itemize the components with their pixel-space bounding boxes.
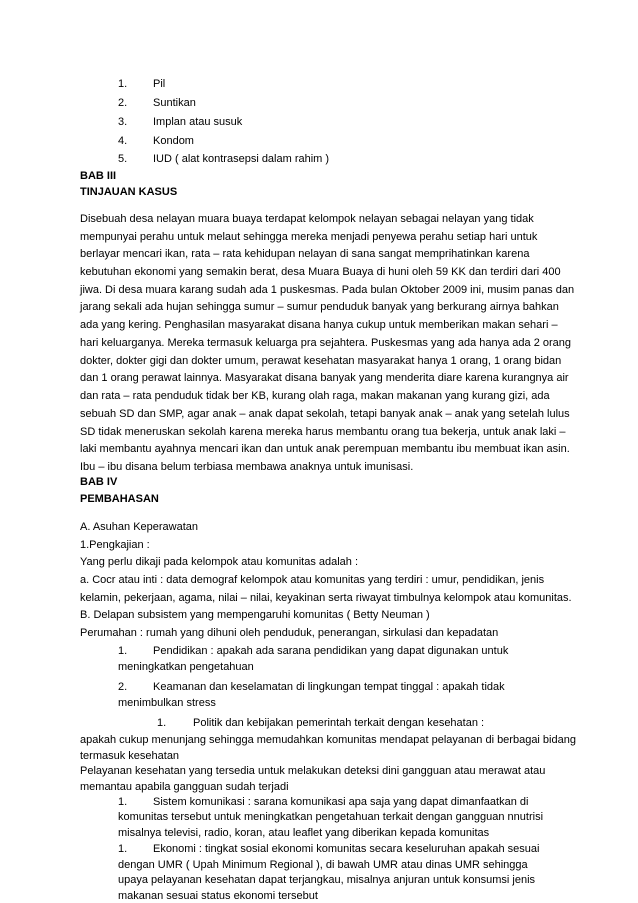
list-item-continuation: dengan UMR ( Upah Minimum Regional ), di bawah UMR atau dinas UMR sehingga xyxy=(118,858,528,871)
list-item-continuation: makanan sesuai status ekonomi tersebut xyxy=(118,890,318,902)
text-line: Pelayanan kesehatan yang tersedia untuk melakukan deteksi dini gangguan atau merawat atau xyxy=(80,764,546,777)
text-line: Yang perlu dikaji pada kelompok atau komunitas adalah : xyxy=(80,556,359,568)
chapter-subheading: PEMBAHASAN xyxy=(80,493,159,505)
paragraph-line: berlayar mencari ikan, rata – rata kehidupan nelayan di sana sangat memprihatinkan karena xyxy=(80,248,530,260)
paragraph-line: Ibu – ibu disana belum terbiasa membawa anaknya untuk imunisasi. xyxy=(80,461,414,473)
text-line: memantau apabila gangguan sudah terjadi xyxy=(80,780,289,793)
document-page: 1. Pil 2. Suntikan 3. Implan atau susuk 4. Kondom 5. IUD ( alat kontrasepsi dalam rahim ) BAB III TINJAUAN KASUS Disebuah desa nelayan muara buaya terdapat kelompok nelayan sebagai nelayan yang tidak mempunyai perahu untuk melaut sehingga mereka menjadi penyewa perahu setiap hari untuk berlayar mencari ikan, rata – rata kehidupan nelayan di sana sangat memprihatinkan karena kebutuhan ekonomi yang semakin berat, desa Muara Buaya di huni oleh 59 KK dan terdiri dari 400 jiwa. Di desa muara karang sudah ada 1 puskesmas. Pada bulan Oktober 2009 ini, musim panas dan jarang sekali ada hujan sehingga sumur – sumur penduduk banyak yang berkurang airnya bahkan ada yang kering. Penghasilan masyarakat disana hanya cukup untuk memberikan makan sehari – hari keluarganya. Mereka termasuk keluarga pra sejahtera. Puskesmas yang ada hanya ada 2 orang dokter, dokter gigi dan dokter umum, perawat kesehatan masyarakat hanya 1 orang, 1 orang bidan dan 1 orang perawat lainnya. Masyarakat disana banyak yang menderita diare karena kurangnya air dan rata – rata penduduk tidak ber KB, kurang olah raga, makan makanan yang kurang gizi, ada sebuah SD dan SMP, agar anak – anak dapat sekolah, tetapi banyak anak – anak yang setelah lulus SD tidak meneruskan sekolah karena mereka harus membantu orang tua bekerja, untuk anak laki – laki membantu ayahnya mencari ikan dan untuk anak perempuan membantu ibu membuat ikan asin. Ibu – ibu disana belum terbiasa membawa anaknya untuk imunisasi. BAB IV PEMBAHASAN A. Asuhan Keperawatan 1.Pengkajian : Yang perlu dikaji pada kelompok atau komunitas adalah : a. Cocr atau inti : data demograf kelompok atau komunitas yang terdiri : umur, pendidikan, jenis kelamin, pekerjaan, agama, nilai – nilai, keyakinan serta riwayat timbulnya kelompok atau komunitas. B. Delapan subsistem yang mempengaruhi komunitas ( Betty Neuman ) Perumahan : rumah yang dihuni oleh penduduk, penerangan, sirkulasi dan kepadatan 1. Pendidikan : apakah ada sarana pendidikan yang dapat digunakan untuk meningkatkan pengetahuan 2. Keamanan dan keselamatan di lingkungan tempat tinggal : apakah tidak menimbulkan stress 1. Politik dan kebijakan pemerintah terkait dengan kesehatan : apakah cukup menunjang sehingga memudahkan komunitas mendapat pelayanan di berbagai bidang termasuk kesehatan Pelayanan kesehatan yang tersedia untuk melakukan deteksi dini gangguan atau merawat atau memantau apabila gangguan sudah terjadi 1. Sistem komunikasi : sarana komunikasi apa saja yang dapat dimanfaatkan di komunitas tersebut untuk meningkatkan pengetahuan terkait dengan gangguan nnutrisi misalnya televisi, radio, koran, atau leaflet yang diberikan kepada komunitas 1. Ekonomi : tingkat sosial ekonomi komunitas secara keseluruhan apakah sesuai dengan UMR ( Upah Minimum Regional ), di bawah UMR atau dinas UMR sehingga upaya pelayanan kesehatan dapat terjangkau, misalnya anjuran untuk konsumsi jenis makanan sesuai status ekonomi tersebut xyxy=(80,78,576,902)
paragraph-line: dan rata – rata penduduk tidak ber KB, kurang olah raga, makan makanan yang kurang gizi, ada xyxy=(80,390,550,402)
chapter-subheading: TINJAUAN KASUS xyxy=(80,186,178,198)
chapter-heading: BAB III xyxy=(80,170,117,182)
list-item-continuation: komunitas tersebut untuk meningkatkan pengetahuan terkait dengan gangguan nnutrisi xyxy=(118,811,544,824)
text-line: apakah cukup menunjang sehingga memudahkan komunitas mendapat pelayanan di berbagai bidang xyxy=(80,734,576,747)
paragraph-line: dan 1 orang perawat lainnya. Masyarakat disana banyak yang menderita diare karena kurangnya air xyxy=(80,372,569,384)
paragraph-line: jiwa. Di desa muara karang sudah ada 1 puskesmas. Pada bulan Oktober 2009 ini, musim panas dan xyxy=(80,284,575,296)
paragraph-line: mempunyai perahu untuk melaut sehingga mereka menjadi penyewa perahu setiap hari untuk xyxy=(80,231,538,243)
paragraph-line: SD tidak meneruskan sekolah karena mereka harus membantu orang tua bekerja, untuk anak laki – xyxy=(80,426,566,438)
paragraph-line: jarang sekali ada hujan sehingga sumur – sumur penduduk banyak yang berkurang airnya bahkan xyxy=(80,301,559,313)
paragraph-line: hari keluarganya. Mereka termasuk keluarga pra sejahtera. Puskesmas yang ada hanya ada 2 orang xyxy=(80,337,572,349)
list-item-continuation: meningkatkan pengetahuan xyxy=(118,660,254,673)
chapter-heading: BAB IV xyxy=(80,476,118,488)
text-line: termasuk kesehatan xyxy=(80,750,180,762)
paragraph-line: Disebuah desa nelayan muara buaya terdapat kelompok nelayan sebagai nelayan yang tidak xyxy=(80,213,534,225)
text-line: kelamin, pekerjaan, agama, nilai – nilai, keyakinan serta riwayat timbulnya kelompok atau komunitas. xyxy=(80,592,572,604)
paragraph-line: ada yang kering. Penghasilan masyarakat disana hanya cukup untuk memberikan makan sehari – xyxy=(80,319,558,331)
section-heading: A. Asuhan Keperawatan xyxy=(80,521,199,533)
paragraph-line: kebutuhan ekonomi yang semakin berat, desa Muara Buaya di huni oleh 59 KK dan terdiri dari 400 xyxy=(80,266,561,278)
list-item-continuation: menimbulkan stress xyxy=(118,696,216,709)
section-heading: B. Delapan subsistem yang mempengaruhi komunitas ( Betty Neuman ) xyxy=(80,609,430,621)
paragraph-line: laki membantu ayahnya mencari ikan dan untuk anak perempuan membantu ibu membuat ikan asin. xyxy=(80,443,570,455)
list-item-continuation: misalnya televisi, radio, koran, atau leaflet yang diberikan kepada komunitas xyxy=(118,827,490,839)
text-line: a. Cocr atau inti : data demograf kelompok atau komunitas yang terdiri : umur, pendidikan, jenis xyxy=(80,574,545,586)
list-item-continuation: upaya pelayanan kesehatan dapat terjangkau, misalnya anjuran untuk konsumsi jenis xyxy=(118,874,536,887)
subsection-heading: 1.Pengkajian : xyxy=(80,539,150,551)
paragraph-line: dokter, dokter gigi dan dokter umum, perawat kesehatan masyarakat hanya 1 orang, 1 orang bidan xyxy=(80,355,562,367)
paragraph-line: sebuah SD dan SMP, agar anak – anak dapat sekolah, tetapi banyak anak – anak yang setelah lulus xyxy=(80,408,570,420)
text-line: Perumahan : rumah yang dihuni oleh penduduk, penerangan, sirkulasi dan kepadatan xyxy=(80,627,499,639)
